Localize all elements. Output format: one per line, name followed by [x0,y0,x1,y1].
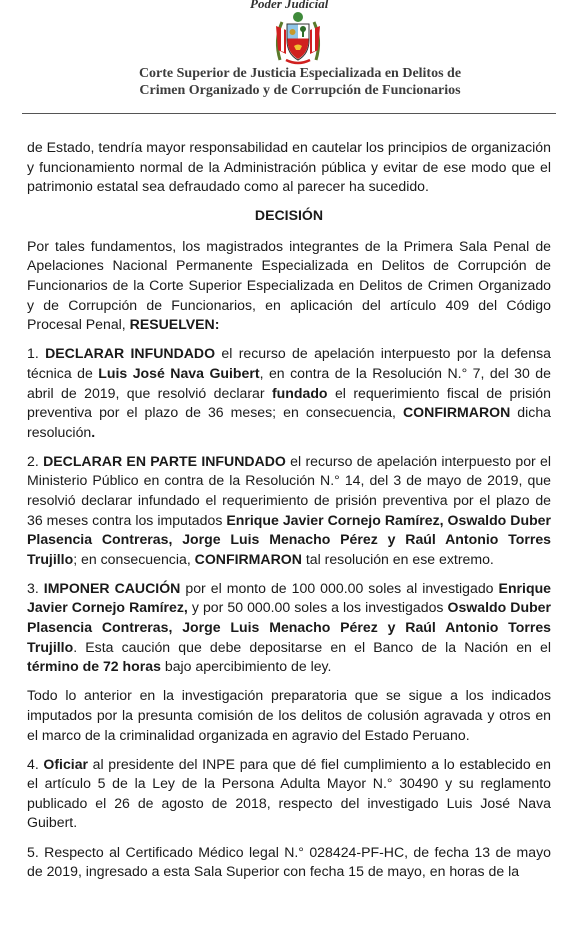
item-bold: CONFIRMARON [403,404,511,421]
paragraph-fundamentos [27,237,551,335]
section-title: DECISIÓN [254,207,324,224]
item-bold: Enrique Javier Cornejo Ramírez, [27,579,552,616]
item-bold: Oficiar [43,755,89,772]
item-bold: CONFIRMARON [194,550,302,567]
resolution-item-2 [27,452,551,570]
item-bold: Luis José Nava Guibert [98,364,260,381]
item-text: , en contra de la Resolución N.° 7, del 30 de abril de 2019, que resolvió declarar [27,364,551,401]
header-divider [22,113,556,114]
court-name-line-1: Corte Superior de Justicia Especializada en Delitos de [138,66,462,81]
item-bold: fundado [271,384,328,401]
item-number: 2. [27,452,44,469]
resolution-item-3 [27,579,551,677]
paragraph-todo: Todo lo anterior en la investigación preparatoria que se sigue a los indicados imputados por la presunta comisión de los delitos de colusión agravada y otros en el marco de la criminalidad organizada en agravio del Estado Peruano. [27,687,551,743]
institution-name: Poder Judicial [250,0,329,11]
resolution-item-5: 5. Respecto al Certificado Médico legal N.° 028424-PF-HC, de fecha 13 de mayo de 2019, ingresado a esta Sala Superior con fecha 15 de mayo, en horas de la [27,843,551,880]
item-text: bajo apercibimiento de ley. [160,658,332,675]
item-text: el recurso de apelación interpuesto por el Ministerio Público en contra de la Resolución N.° 14, del 3 de mayo de 2019, que resolvió declarar infundado el requerimiento de prisión preventiva por el plazo de 36 meses contra los imputados [27,452,552,528]
item-text: . Esta caución que debe depositarse en el Banco de la Nación en el [73,638,551,655]
paragraph-intro: de Estado, tendría mayor responsabilidad en cautelar los principios de organización y funcionamiento normal de la Administración pública y evitar de ese modo que el patrimonio estatal sea defraudado como al parecer ha sucedido. [27,139,551,195]
resolution-item-1 [27,344,551,442]
resolution-item-4 [27,755,551,833]
item-text: el requerimiento fiscal de prisión preventiva por el plazo de 36 meses; en consecuencia, [27,384,551,421]
item-number: 4. [27,755,44,772]
coat-of-arms-icon [272,10,324,68]
item-bold: DECLARAR EN PARTE INFUNDADO [43,452,286,469]
item-bold: Oswaldo Duber Plasencia Contreras, Jorge Luis Menacho Pérez y Raúl Antonio Torres Trujillo [27,599,551,655]
court-name-line-2: Crimen Organizado y de Corrupción de Funcionarios [139,83,461,98]
item-number: 3. [27,579,44,596]
item-text: y por 50 000.00 soles a los investigados [187,599,448,616]
item-bold: IMPONER CAUCIÓN [43,579,181,596]
item-text: tal resolución en ese extremo. [301,550,494,567]
item-text: el recurso de apelación interpuesto por la defensa técnica de [27,345,551,381]
paragraph-text: Por tales fundamentos, los magistrados integrantes de la Primera Sala Penal de Apelaciones Nacional Permanente Especializada en Delitos de Corrupción de Funcionarios de la Corte Superior Especializada en Delitos de Crimen Organizado y de Corrupción de Funcionarios, en aplicación del artículo 409 del Código Procesal Penal, [27,237,551,333]
item-bold: Enrique Javier Cornejo Ramírez, Oswaldo Duber Plasencia Contreras, Jorge Luis Menacho Pérez y Raúl Antonio Torres Trujillo [27,511,552,567]
document-body [27,138,551,891]
item-text: por el monto de 100 000.00 soles al investigado [180,579,499,596]
item-bold: DECLARAR INFUNDADO [45,345,216,362]
item-bold: término de 72 horas [27,658,161,675]
item-bold: . [91,423,96,440]
item-number: 1. [27,345,46,362]
item-text: al presidente del INPE para que dé fiel cumplimiento a lo establecido en el artículo 5 de la Ley de la Persona Adulta Mayor N.° 30490 y su reglamento publicado el 26 de agosto de 2018, respecto del investigado Luis José Nava Guibert. [27,755,551,831]
item-text: dicha resolución [27,404,552,440]
item-text: ; en consecuencia, [73,550,195,567]
document-header [0,0,588,112]
resolve-keyword: RESUELVEN: [129,316,220,333]
